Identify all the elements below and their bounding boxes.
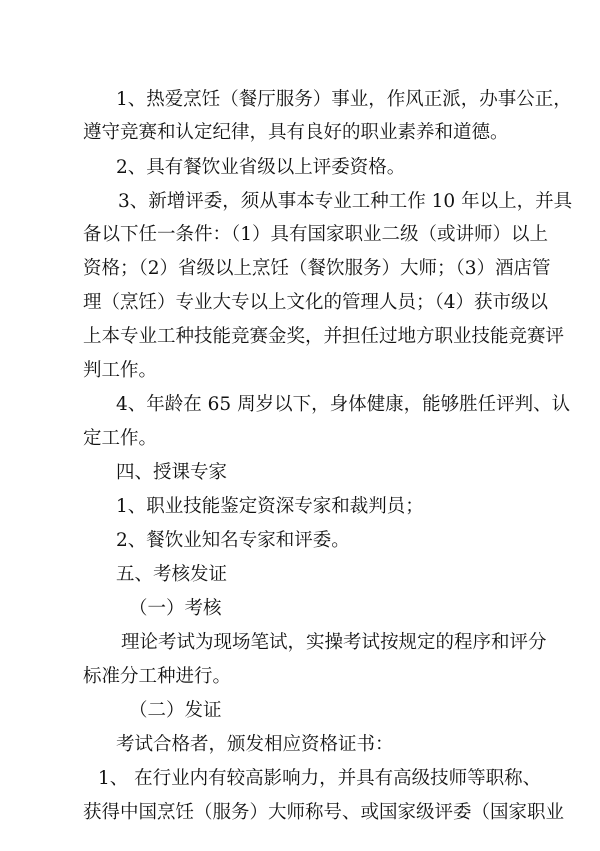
- text-line: 2、具有餐饮业省级以上评委资格。: [116, 157, 406, 178]
- text-line: 备以下任一条件：（1）具有国家职业二级（或讲师）以上: [83, 224, 549, 245]
- text-line: 考试合格者，颁发相应资格证书：: [116, 734, 394, 755]
- text-line: 1、职业技能鉴定资深专家和裁判员；: [116, 496, 424, 517]
- subsection-heading: （一）考核: [129, 598, 222, 619]
- text-line: 1、 在行业内有较高影响力，并具有高级技师等职称、: [98, 768, 542, 789]
- text-line: 获得中国烹饪（服务）大师称号、或国家级评委（国家职业: [83, 802, 565, 823]
- section-heading: 四、授课专家: [116, 462, 228, 483]
- text-line: 4、年龄在 65 周岁以下，身体健康，能够胜任评判、认: [116, 394, 571, 415]
- text-line: 判工作。: [83, 360, 158, 381]
- text-line: 遵守竞赛和认定纪律，具有良好的职业素养和道德。: [83, 122, 509, 143]
- text-line: 标准分工种进行。: [83, 666, 232, 687]
- text-line: 定工作。: [83, 428, 158, 449]
- subsection-heading: （二）发证: [129, 700, 222, 721]
- text-line: 理论考试为现场笔试，实操考试按规定的程序和评分: [121, 632, 547, 653]
- text-line: 2、餐饮业知名专家和评委。: [116, 530, 350, 551]
- text-line: 资格；（2）省级以上烹饪（餐饮服务）大师；（3）酒店管: [83, 258, 551, 279]
- text-line: 1、热爱烹饪（餐厅服务）事业，作风正派，办事公正，: [116, 89, 572, 110]
- text-line: 上本专业工种技能竞赛金奖，并担任过地方职业技能竞赛评: [83, 326, 565, 347]
- section-heading: 五、考核发证: [116, 564, 228, 585]
- text-line: 理（烹饪）专业大专以上文化的管理人员；（4）获市级以: [83, 292, 549, 313]
- text-line: 3、新增评委，须从事本专业工种工作 10 年以上，并具: [118, 191, 573, 212]
